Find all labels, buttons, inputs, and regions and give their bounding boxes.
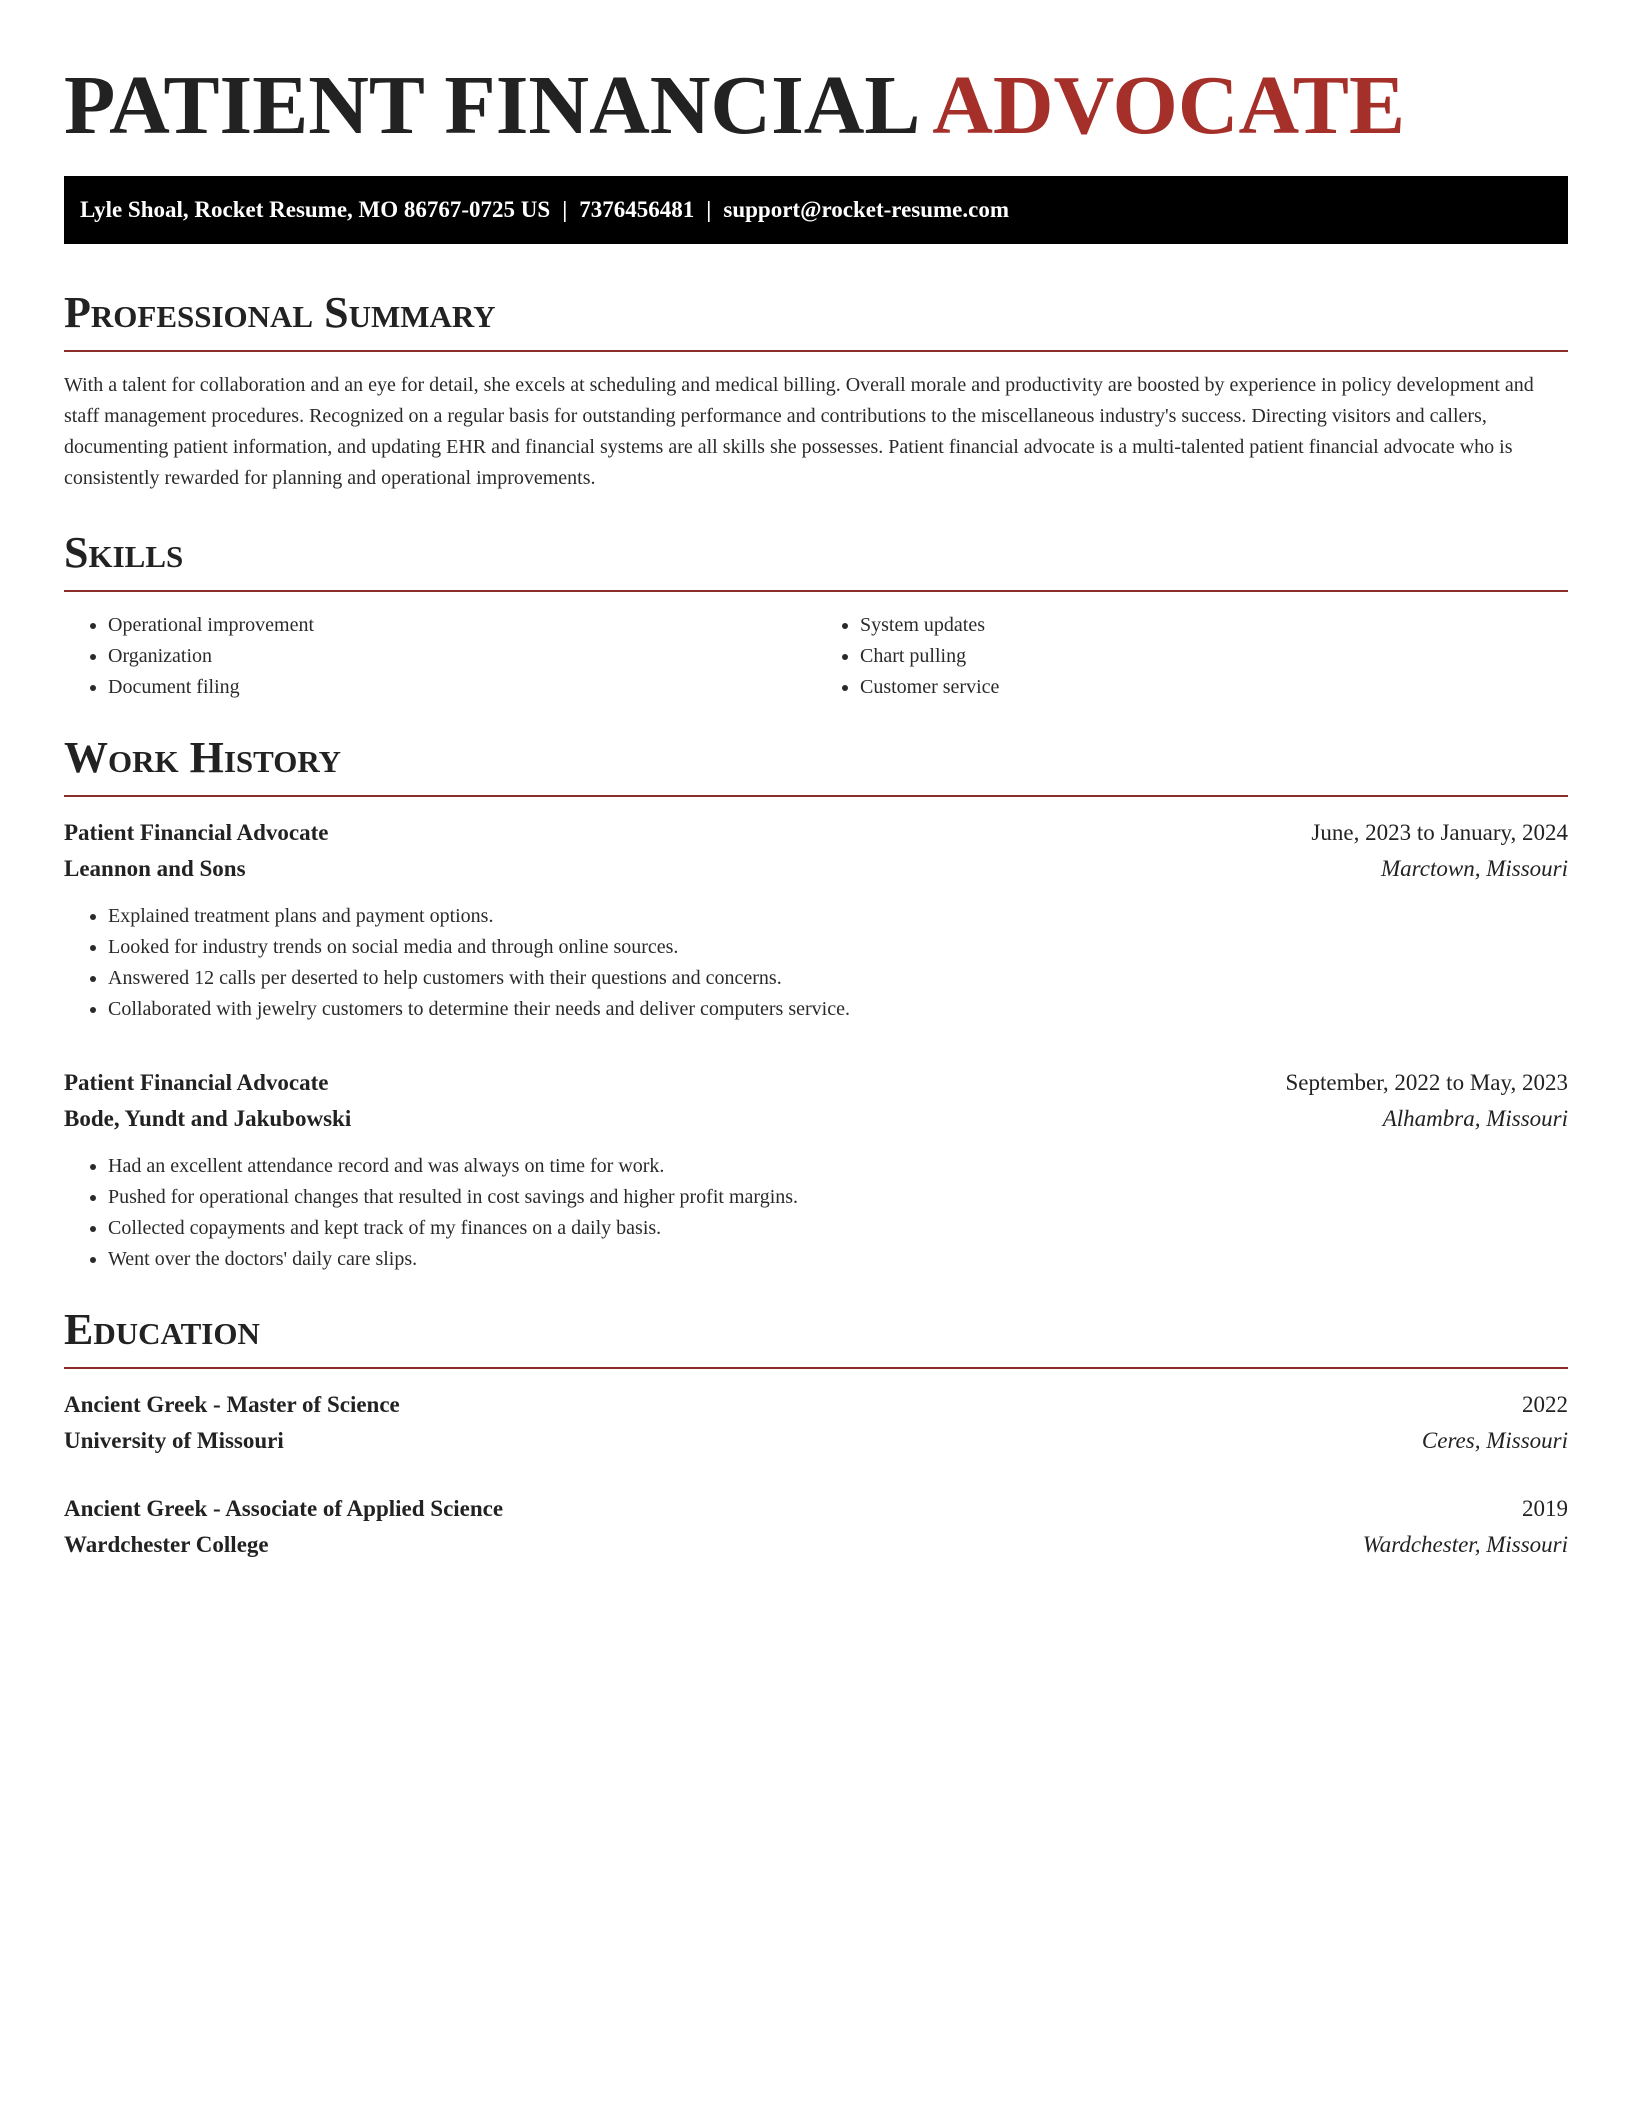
- contact-separator: |: [706, 197, 712, 222]
- summary-heading: Professional Summary: [64, 288, 1568, 352]
- job-company-row: [64, 1101, 1568, 1137]
- job-bullet: • Went over the doctors' daily care slips.: [108, 1244, 1568, 1275]
- job-entry: [64, 815, 1568, 1025]
- school-name: University of Missouri: [64, 1428, 284, 1453]
- job-bullet: • Explained treatment plans and payment options.: [108, 901, 1568, 932]
- skills-columns: [64, 610, 1568, 703]
- job-bullet: • Collected copayments and kept track of my finances on a daily basis.: [108, 1213, 1568, 1244]
- school-location: Ceres, Missouri: [1421, 1428, 1568, 1453]
- skill-item: • Organization: [108, 641, 816, 672]
- contact-email: support@rocket-resume.com: [723, 197, 1010, 222]
- job-company: Bode, Yundt and Jakubowski: [64, 1106, 352, 1131]
- job-dates: September, 2022 to May, 2023: [1285, 1070, 1568, 1095]
- job-title-row: [64, 815, 1568, 851]
- degree-year: 2022: [1522, 1392, 1568, 1417]
- skill-item: • System updates: [860, 610, 1568, 641]
- job-dates: June, 2023 to January, 2024: [1311, 820, 1568, 845]
- contact-address: Lyle Shoal, Rocket Resume, MO 86767-0725 US: [80, 197, 551, 222]
- skill-item: • Operational improvement: [108, 610, 816, 641]
- title-job-role-accent: ADVOCATE: [932, 59, 1405, 152]
- degree-title: Ancient Greek - Associate of Applied Science: [64, 1496, 504, 1521]
- skill-item: • Customer service: [860, 672, 1568, 703]
- degree-title: Ancient Greek - Master of Science: [64, 1392, 400, 1417]
- degree-year: 2019: [1522, 1496, 1568, 1521]
- job-bullets: [64, 901, 1568, 1025]
- education-entry: [64, 1387, 1568, 1459]
- job-company: Leannon and Sons: [64, 856, 246, 881]
- skill-item: • Document filing: [108, 672, 816, 703]
- school-row: [64, 1527, 1568, 1563]
- job-title-row: [64, 1065, 1568, 1101]
- resume-title: [64, 56, 1568, 156]
- job-bullet: • Collaborated with jewelry customers to determine their needs and deliver computers service.: [108, 994, 1568, 1025]
- job-bullet: • Pushed for operational changes that resulted in cost savings and higher profit margins.: [108, 1182, 1568, 1213]
- job-location: Marctown, Missouri: [1381, 856, 1568, 881]
- job-company-row: [64, 851, 1568, 887]
- work-history-section: [64, 733, 1568, 1275]
- skills-section: [64, 528, 1568, 703]
- contact-bar: [64, 176, 1568, 244]
- job-title: Patient Financial Advocate: [64, 1070, 329, 1095]
- job-bullets: [64, 1151, 1568, 1275]
- education-entry: [64, 1491, 1568, 1563]
- education-section: [64, 1305, 1568, 1563]
- work-history-heading: Work History: [64, 733, 1568, 797]
- school-location: Wardchester, Missouri: [1362, 1532, 1568, 1557]
- skills-heading: Skills: [64, 528, 1568, 592]
- contact-separator: |: [562, 197, 568, 222]
- job-entry: [64, 1065, 1568, 1275]
- school-row: [64, 1423, 1568, 1459]
- summary-text: With a talent for collaboration and an eye for detail, she excels at scheduling and medical billing. Overall morale and productivity are boosted by experience in policy development and staff management procedures. Recognized on a regular basis for outstanding performance and contributions to the miscellaneous industry's success. Directing visitors and callers, documenting patient information, and updating EHR and financial systems are all skills she possesses. Patient financial advocate is a multi-talented patient financial advocate who is consistently rewarded for planning and operational improvements.: [64, 374, 1534, 489]
- school-name: Wardchester College: [64, 1532, 269, 1557]
- job-bullet: • Answered 12 calls per deserted to help customers with their questions and concerns.: [108, 963, 1568, 994]
- skill-item: • Chart pulling: [860, 641, 1568, 672]
- title-job-role: PATIENT FINANCIAL: [64, 59, 916, 152]
- job-bullet: • Had an excellent attendance record and was always on time for work.: [108, 1151, 1568, 1182]
- job-title: Patient Financial Advocate: [64, 820, 329, 845]
- contact-phone: 7376456481: [579, 197, 695, 222]
- degree-row: [64, 1387, 1568, 1423]
- job-bullet: • Looked for industry trends on social media and through online sources.: [108, 932, 1568, 963]
- degree-row: [64, 1491, 1568, 1527]
- job-location: Alhambra, Missouri: [1382, 1106, 1568, 1131]
- summary-section: [64, 288, 1568, 494]
- skills-list-right: [816, 610, 1568, 703]
- skills-list-left: [64, 610, 816, 703]
- education-heading: Education: [64, 1305, 1568, 1369]
